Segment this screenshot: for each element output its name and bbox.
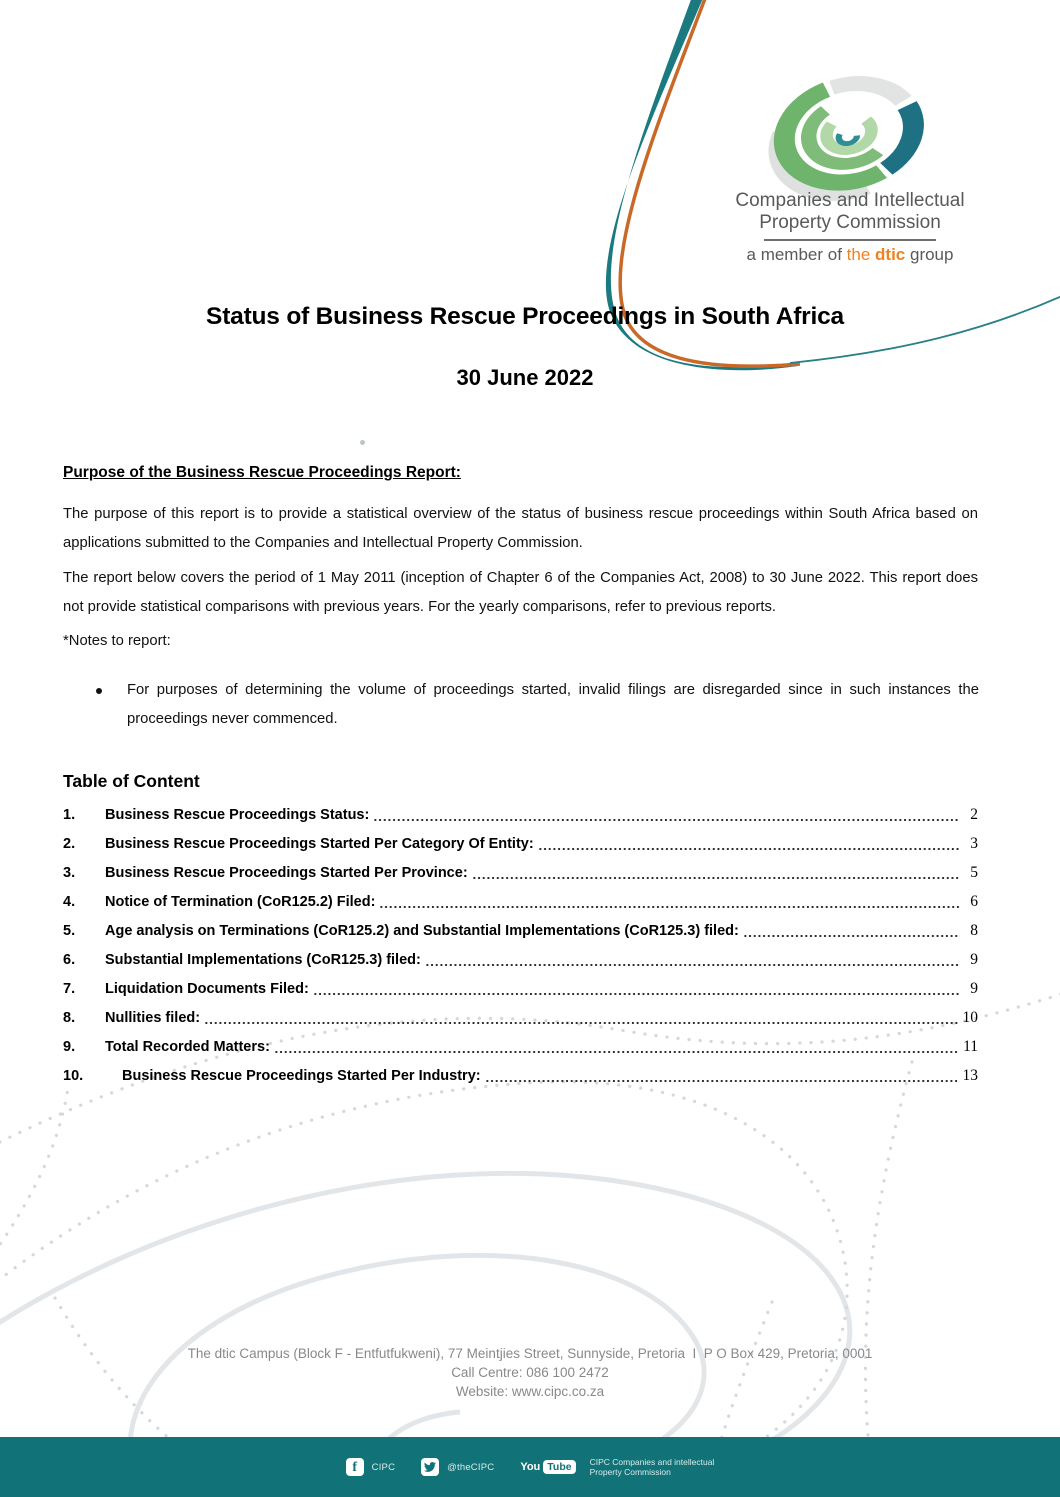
toc-entry-page: 10	[962, 1009, 978, 1026]
youtube-link[interactable]	[520, 1457, 714, 1478]
member-dtic: dtic	[875, 245, 906, 264]
toc-entry-page: 3	[970, 835, 978, 852]
toc-entry-label: Business Rescue Proceedings Status:	[105, 807, 370, 823]
toc-leader-dots	[204, 1010, 958, 1026]
twitter-icon	[421, 1458, 439, 1476]
twitter-link[interactable]	[421, 1458, 494, 1476]
youtube-channel-name: CIPC Companies and intellectual Property Commission	[589, 1456, 715, 1477]
youtube-icon: You Tube	[520, 1460, 575, 1474]
toc-leader-dots	[373, 807, 960, 823]
toc-entry-number: 10.	[63, 1068, 84, 1084]
toc-entry-page: 13	[962, 1067, 978, 1084]
toc-entry-label: Nullities filed:	[105, 1010, 201, 1026]
purpose-paragraph-1: The purpose of this report is to provide a statistical overview of the status of business rescue proceedings within South Africa based on applications submitted to the Companies and Intellectual Property Commission.	[63, 506, 978, 551]
footer-address: The dtic Campus (Block F - Entfutfukweni), 77 Meintjies Street, Sunnyside, Pretoria I P O Box 429, Pretoria, 0001	[187, 1346, 873, 1361]
toc-entry-number: 9.	[63, 1039, 76, 1055]
toc-leader-dots	[538, 836, 960, 852]
toc-entry-number: 3.	[63, 865, 76, 881]
toc-leader-dots	[425, 952, 960, 968]
toc-entry-4[interactable]	[63, 887, 978, 916]
toc-entry-page: 6	[970, 893, 978, 910]
toc-entry-3[interactable]	[63, 858, 978, 887]
toc-entry-number: 4.	[63, 894, 76, 910]
toc-entry-label: Substantial Implementations (CoR125.3) filed:	[105, 952, 421, 968]
purpose-heading: Purpose of the Business Rescue Proceedings Report:	[63, 464, 461, 481]
org-name-line2: Property Commission	[759, 212, 941, 233]
toc-entry-8[interactable]	[63, 1003, 978, 1032]
toc-entry-page: 11	[963, 1038, 978, 1055]
table-of-contents	[63, 800, 978, 1090]
purpose-paragraph-2: The report below covers the period of 1 May 2011 (inception of Chapter 6 of the Companies Act, 2008) to 30 June 2022. This report does not provide statistical comparisons with previous years. For the yearly comparisons, refer to previous reports.	[63, 570, 978, 615]
toc-entry-number: 6.	[63, 952, 76, 968]
toc-heading: Table of Content	[63, 771, 200, 791]
toc-entry-label: Notice of Termination (CoR125.2) Filed:	[105, 894, 376, 910]
toc-leader-dots	[379, 894, 960, 910]
toc-entry-label: Business Rescue Proceedings Started Per Province:	[105, 865, 468, 881]
toc-leader-dots	[313, 981, 960, 997]
toc-entry-page: 9	[970, 951, 978, 968]
toc-leader-dots	[485, 1068, 959, 1084]
toc-entry-1[interactable]	[63, 800, 978, 829]
toc-leader-dots	[472, 865, 960, 881]
toc-entry-label: Business Rescue Proceedings Started Per Category Of Entity:	[105, 836, 534, 852]
toc-entry-label: Age analysis on Terminations (CoR125.2) and Substantial Implementations (CoR125.3) filed:	[105, 923, 739, 939]
toc-entry-number: 7.	[63, 981, 76, 997]
facebook-handle: CIPC	[371, 1461, 396, 1473]
toc-entry-9[interactable]	[63, 1032, 978, 1061]
footer-call-centre: Call Centre: 086 100 2472	[451, 1365, 609, 1380]
report-date: 30 June 2022	[456, 365, 594, 390]
member-prefix: a member of	[746, 245, 847, 264]
toc-entry-10[interactable]	[63, 1061, 978, 1090]
social-bar	[0, 1437, 1060, 1497]
toc-entry-5[interactable]	[63, 916, 978, 945]
toc-entry-page: 8	[970, 922, 978, 939]
note-bullet-item: For purposes of determining the volume of proceedings started, invalid filings are disregarded since in such instances the proceedings never commenced.	[127, 676, 979, 734]
twitter-handle: @theCIPC	[447, 1461, 495, 1473]
toc-entry-7[interactable]	[63, 974, 978, 1003]
toc-entry-number: 8.	[63, 1010, 76, 1026]
toc-entry-label: Liquidation Documents Filed:	[105, 981, 309, 997]
main-content	[63, 0, 978, 1330]
page-title: Status of Business Rescue Proceedings in South Africa	[206, 303, 844, 330]
member-the: the	[846, 245, 876, 264]
toc-entry-page: 5	[970, 864, 978, 881]
footer-address-block	[0, 1344, 1060, 1401]
toc-entry-number: 5.	[63, 923, 76, 939]
toc-entry-6[interactable]	[63, 945, 978, 974]
toc-leader-dots	[274, 1039, 959, 1055]
toc-entry-2[interactable]	[63, 829, 978, 858]
member-group: group	[905, 245, 954, 264]
toc-entry-page: 2	[970, 806, 978, 823]
toc-entry-number: 2.	[63, 836, 76, 852]
toc-entry-label: Total Recorded Matters:	[105, 1039, 270, 1055]
toc-entry-label: Business Rescue Proceedings Started Per Industry:	[122, 1068, 481, 1084]
facebook-link[interactable]	[346, 1458, 396, 1476]
toc-entry-number: 1.	[63, 807, 76, 823]
toc-entry-page: 9	[970, 980, 978, 997]
facebook-icon: f	[346, 1458, 364, 1476]
notes-label: *Notes to report:	[63, 633, 171, 649]
org-name-line1: Companies and Intellectual	[735, 190, 965, 211]
toc-leader-dots	[743, 923, 960, 939]
footer-website: Website: www.cipc.co.za	[455, 1384, 605, 1399]
